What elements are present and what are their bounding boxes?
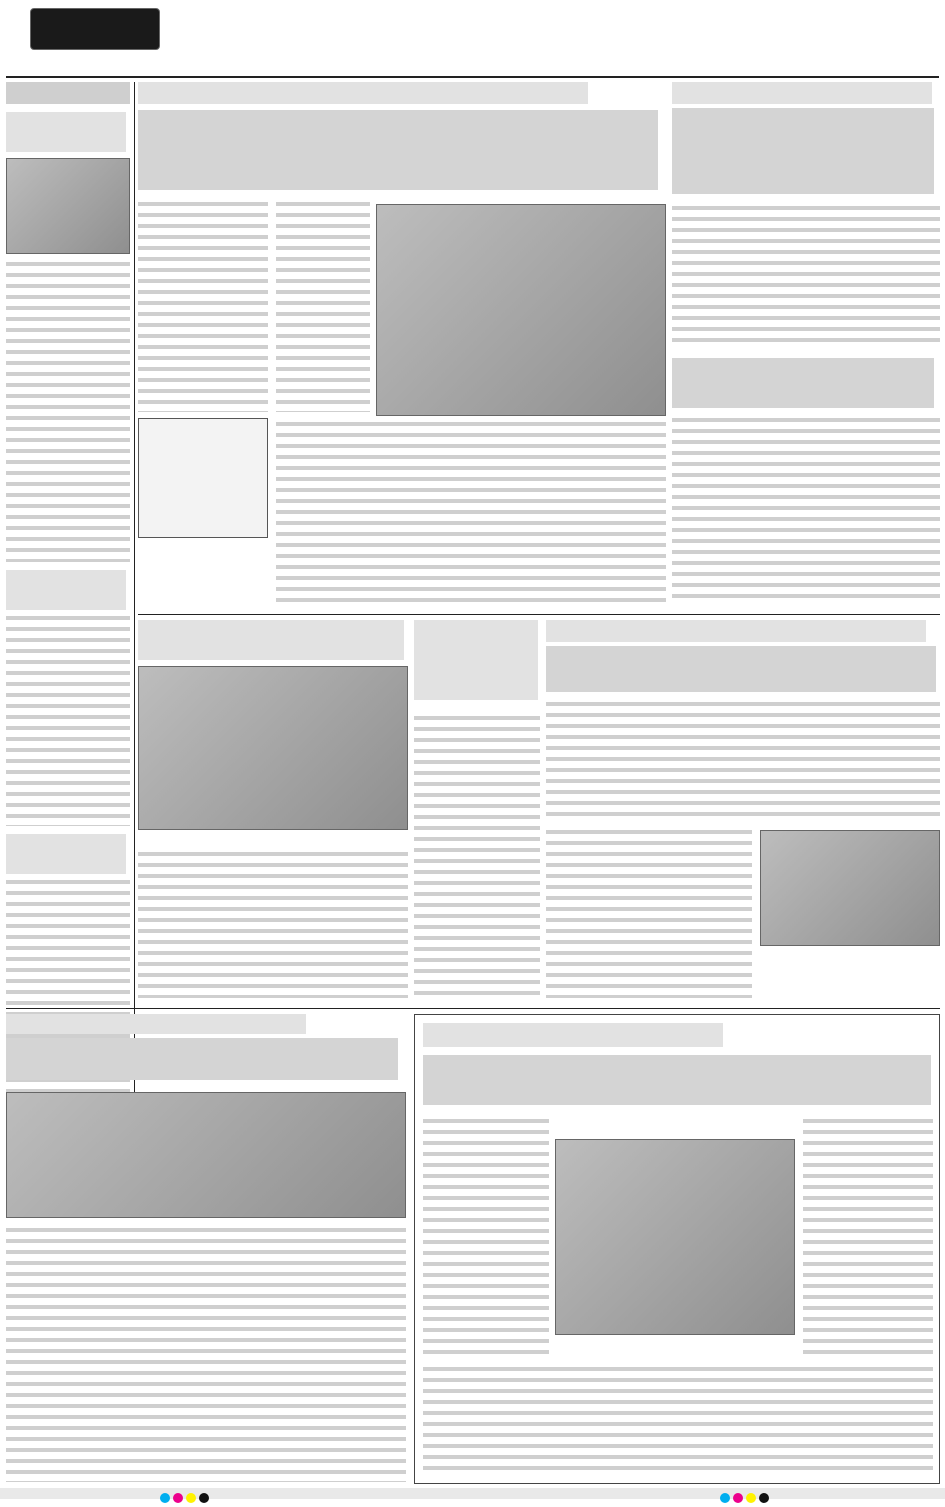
- right-story-2-body: [672, 418, 940, 604]
- brief-3-headline: [6, 834, 126, 874]
- medical-photo: [760, 830, 940, 946]
- brief-1-photo: [6, 158, 130, 254]
- sports-body: [138, 852, 408, 998]
- medical-body-lower: [546, 830, 752, 998]
- exam-body: [6, 1228, 406, 1482]
- briefs-header: [6, 82, 130, 104]
- family-body: [414, 716, 540, 998]
- school-photo: [555, 1139, 795, 1335]
- right-story-1-body: [672, 206, 940, 346]
- exam-kicker: [6, 1014, 306, 1034]
- lead-body-col-1: [138, 202, 268, 412]
- right-story-2: [672, 358, 940, 608]
- brief-1-headline: [6, 112, 126, 152]
- print-mark-left: [160, 1488, 212, 1499]
- exam-headline: [6, 1038, 398, 1080]
- brief-2-headline: [6, 570, 126, 610]
- medical-body-upper: [546, 702, 940, 822]
- page-number: [885, 6, 935, 46]
- masthead-rule: [6, 76, 939, 78]
- lead-story: [138, 82, 666, 610]
- lead-body-col-2: [276, 202, 370, 412]
- medical-kicker: [546, 620, 926, 642]
- medical-story: [546, 620, 940, 1000]
- masthead: [0, 0, 945, 78]
- right-story-1-headline: [672, 108, 934, 194]
- right-story-2-headline: [672, 358, 934, 408]
- print-mark-right: [720, 1488, 772, 1499]
- family-headline: [414, 620, 538, 700]
- sports-headline: [138, 620, 404, 660]
- school-kicker: [423, 1023, 723, 1047]
- masthead-logo: [30, 8, 160, 50]
- brief-2-body: [6, 616, 130, 826]
- section-rule-1: [138, 614, 940, 615]
- date-line: [30, 54, 190, 70]
- lead-pull-quote: [138, 418, 268, 538]
- sports-photo: [138, 666, 408, 830]
- right-story-1-kicker: [672, 82, 932, 104]
- print-strip: [0, 1488, 945, 1499]
- lead-headline: [138, 110, 658, 190]
- school-headline: [423, 1055, 931, 1105]
- family-story: [414, 620, 540, 1000]
- brief-1-body: [6, 262, 130, 562]
- lead-kicker: [138, 82, 588, 104]
- sports-story: [138, 620, 408, 1000]
- lead-photo: [376, 204, 666, 416]
- exam-story: [6, 1014, 406, 1484]
- school-body-col-1: [423, 1119, 549, 1359]
- section-rule-2: [6, 1008, 940, 1009]
- school-body-col-2: [803, 1119, 933, 1359]
- exam-photo: [6, 1092, 406, 1218]
- medical-headline: [546, 646, 936, 692]
- right-story-1: [672, 82, 940, 352]
- school-story: [414, 1014, 940, 1484]
- lead-body-lower: [276, 422, 666, 607]
- school-body-lower: [423, 1367, 933, 1477]
